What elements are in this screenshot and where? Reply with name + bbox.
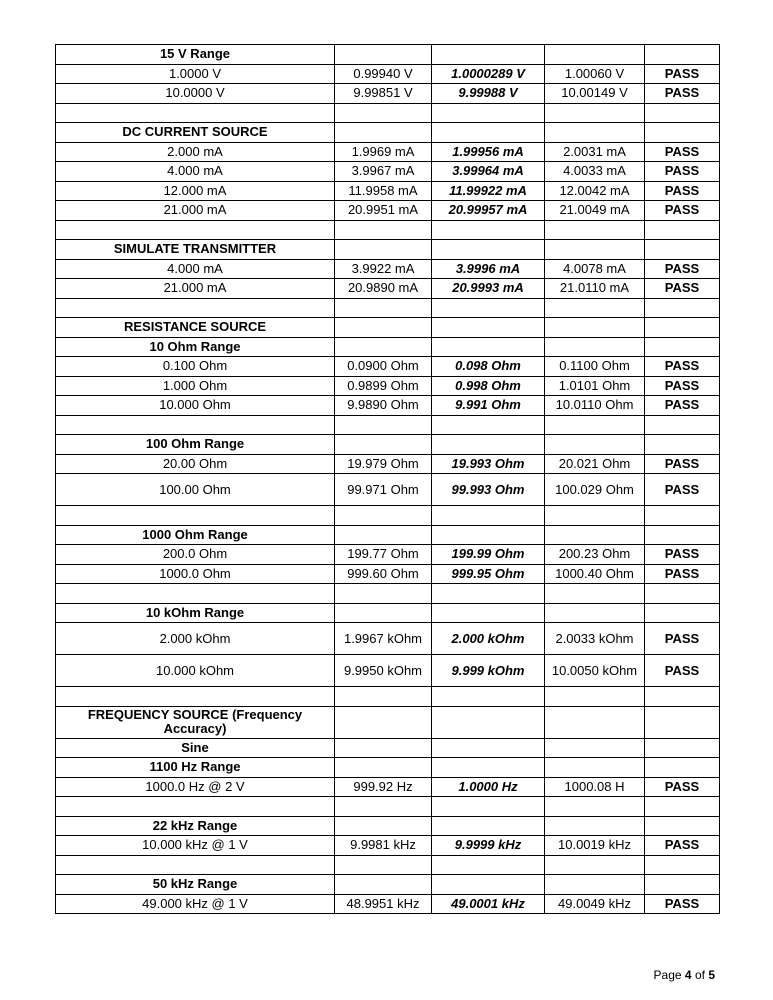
empty-cell bbox=[432, 435, 545, 455]
empty-cell bbox=[645, 706, 720, 738]
section-header-label: 10 kOhm Range bbox=[56, 603, 335, 623]
empty-cell bbox=[645, 875, 720, 895]
empty-cell bbox=[335, 797, 432, 817]
nominal-cell: 1000.0 Hz @ 2 V bbox=[56, 777, 335, 797]
blank-spacer-row bbox=[56, 220, 720, 240]
low-limit-cell: 1.9969 mA bbox=[335, 142, 432, 162]
empty-cell bbox=[545, 337, 645, 357]
empty-cell bbox=[432, 855, 545, 875]
blank-spacer-row bbox=[56, 415, 720, 435]
high-limit-cell: 1.0101 Ohm bbox=[545, 376, 645, 396]
nominal-cell: 4.000 mA bbox=[56, 162, 335, 182]
low-limit-cell: 9.9950 kOhm bbox=[335, 655, 432, 687]
low-limit-cell: 20.9951 mA bbox=[335, 201, 432, 221]
empty-cell bbox=[335, 337, 432, 357]
empty-cell bbox=[432, 584, 545, 604]
status-cell: PASS bbox=[645, 279, 720, 299]
high-limit-cell: 200.23 Ohm bbox=[545, 545, 645, 565]
empty-cell bbox=[545, 103, 645, 123]
high-limit-cell: 4.0078 mA bbox=[545, 259, 645, 279]
status-cell: PASS bbox=[645, 259, 720, 279]
empty-cell bbox=[545, 240, 645, 260]
as-left-cell: 3.99964 mA bbox=[432, 162, 545, 182]
of-word: of bbox=[694, 968, 705, 982]
page-total: 5 bbox=[708, 968, 715, 982]
empty-cell bbox=[432, 220, 545, 240]
status-cell: PASS bbox=[645, 894, 720, 914]
page-number: 4 bbox=[684, 968, 692, 982]
status-cell: PASS bbox=[645, 357, 720, 377]
status-cell: PASS bbox=[645, 396, 720, 416]
empty-cell bbox=[335, 318, 432, 338]
empty-cell bbox=[335, 45, 432, 65]
low-limit-cell: 0.9899 Ohm bbox=[335, 376, 432, 396]
status-cell: PASS bbox=[645, 545, 720, 565]
empty-cell bbox=[545, 123, 645, 143]
status-cell: PASS bbox=[645, 623, 720, 655]
empty-cell bbox=[335, 816, 432, 836]
high-limit-cell: 2.0031 mA bbox=[545, 142, 645, 162]
high-limit-cell: 20.021 Ohm bbox=[545, 454, 645, 474]
section-header-label: 100 Ohm Range bbox=[56, 435, 335, 455]
empty-cell bbox=[545, 875, 645, 895]
empty-cell bbox=[432, 298, 545, 318]
high-limit-cell: 4.0033 mA bbox=[545, 162, 645, 182]
nominal-cell: 4.000 mA bbox=[56, 259, 335, 279]
section-header-row bbox=[56, 758, 720, 778]
empty-cell bbox=[432, 337, 545, 357]
empty-cell bbox=[545, 706, 645, 738]
as-left-cell: 0.998 Ohm bbox=[432, 376, 545, 396]
measurement-row bbox=[56, 623, 720, 655]
high-limit-cell: 21.0049 mA bbox=[545, 201, 645, 221]
section-header-row bbox=[56, 603, 720, 623]
empty-cell bbox=[645, 738, 720, 758]
empty-cell bbox=[432, 687, 545, 707]
section-header-row bbox=[56, 738, 720, 758]
as-left-cell: 99.993 Ohm bbox=[432, 474, 545, 506]
section-header-row bbox=[56, 525, 720, 545]
empty-cell bbox=[545, 738, 645, 758]
empty-cell bbox=[432, 875, 545, 895]
section-header-row bbox=[56, 816, 720, 836]
empty-cell bbox=[545, 758, 645, 778]
as-left-cell: 999.95 Ohm bbox=[432, 564, 545, 584]
measurement-row bbox=[56, 454, 720, 474]
as-left-cell: 20.9993 mA bbox=[432, 279, 545, 299]
empty-cell bbox=[56, 797, 335, 817]
blank-spacer-row bbox=[56, 687, 720, 707]
empty-cell bbox=[645, 45, 720, 65]
measurement-row bbox=[56, 376, 720, 396]
empty-cell bbox=[645, 584, 720, 604]
nominal-cell: 1000.0 Ohm bbox=[56, 564, 335, 584]
empty-cell bbox=[432, 318, 545, 338]
high-limit-cell: 2.0033 kOhm bbox=[545, 623, 645, 655]
blank-spacer-row bbox=[56, 584, 720, 604]
nominal-cell: 0.100 Ohm bbox=[56, 357, 335, 377]
empty-cell bbox=[335, 298, 432, 318]
nominal-cell: 2.000 kOhm bbox=[56, 623, 335, 655]
empty-cell bbox=[432, 103, 545, 123]
low-limit-cell: 9.9981 kHz bbox=[335, 836, 432, 856]
empty-cell bbox=[335, 875, 432, 895]
empty-cell bbox=[432, 415, 545, 435]
section-header-row bbox=[56, 318, 720, 338]
empty-cell bbox=[56, 103, 335, 123]
empty-cell bbox=[56, 584, 335, 604]
low-limit-cell: 9.99851 V bbox=[335, 84, 432, 104]
measurement-row bbox=[56, 545, 720, 565]
nominal-cell: 100.00 Ohm bbox=[56, 474, 335, 506]
high-limit-cell: 10.00149 V bbox=[545, 84, 645, 104]
nominal-cell: 10.000 Ohm bbox=[56, 396, 335, 416]
calibration-table-body bbox=[56, 45, 720, 914]
high-limit-cell: 1.00060 V bbox=[545, 64, 645, 84]
empty-cell bbox=[645, 816, 720, 836]
measurement-row bbox=[56, 474, 720, 506]
empty-cell bbox=[432, 240, 545, 260]
as-left-cell: 2.000 kOhm bbox=[432, 623, 545, 655]
empty-cell bbox=[645, 687, 720, 707]
section-header-label: SIMULATE TRANSMITTER bbox=[56, 240, 335, 260]
empty-cell bbox=[432, 506, 545, 526]
empty-cell bbox=[545, 816, 645, 836]
status-cell: PASS bbox=[645, 142, 720, 162]
blank-spacer-row bbox=[56, 103, 720, 123]
measurement-row bbox=[56, 162, 720, 182]
as-left-cell: 3.9996 mA bbox=[432, 259, 545, 279]
empty-cell bbox=[645, 435, 720, 455]
empty-cell bbox=[645, 525, 720, 545]
empty-cell bbox=[645, 318, 720, 338]
empty-cell bbox=[645, 855, 720, 875]
section-header-row bbox=[56, 240, 720, 260]
as-left-cell: 20.99957 mA bbox=[432, 201, 545, 221]
nominal-cell: 10.0000 V bbox=[56, 84, 335, 104]
empty-cell bbox=[432, 45, 545, 65]
section-header-label: 15 V Range bbox=[56, 45, 335, 65]
status-cell: PASS bbox=[645, 201, 720, 221]
empty-cell bbox=[645, 103, 720, 123]
high-limit-cell: 12.0042 mA bbox=[545, 181, 645, 201]
nominal-cell: 1.000 Ohm bbox=[56, 376, 335, 396]
measurement-row bbox=[56, 84, 720, 104]
empty-cell bbox=[545, 435, 645, 455]
as-left-cell: 1.0000 Hz bbox=[432, 777, 545, 797]
low-limit-cell: 0.0900 Ohm bbox=[335, 357, 432, 377]
high-limit-cell: 21.0110 mA bbox=[545, 279, 645, 299]
high-limit-cell: 49.0049 kHz bbox=[545, 894, 645, 914]
high-limit-cell: 10.0050 kOhm bbox=[545, 655, 645, 687]
section-header-label: 1000 Ohm Range bbox=[56, 525, 335, 545]
as-left-cell: 0.098 Ohm bbox=[432, 357, 545, 377]
empty-cell bbox=[335, 240, 432, 260]
empty-cell bbox=[645, 415, 720, 435]
empty-cell bbox=[545, 584, 645, 604]
high-limit-cell: 10.0019 kHz bbox=[545, 836, 645, 856]
high-limit-cell: 1000.40 Ohm bbox=[545, 564, 645, 584]
low-limit-cell: 19.979 Ohm bbox=[335, 454, 432, 474]
empty-cell bbox=[645, 506, 720, 526]
nominal-cell: 10.000 kOhm bbox=[56, 655, 335, 687]
blank-spacer-row bbox=[56, 797, 720, 817]
empty-cell bbox=[545, 797, 645, 817]
section-header-label: FREQUENCY SOURCE (Frequency Accuracy) bbox=[56, 706, 335, 738]
empty-cell bbox=[545, 603, 645, 623]
empty-cell bbox=[645, 123, 720, 143]
empty-cell bbox=[432, 816, 545, 836]
blank-spacer-row bbox=[56, 298, 720, 318]
empty-cell bbox=[545, 687, 645, 707]
low-limit-cell: 199.77 Ohm bbox=[335, 545, 432, 565]
empty-cell bbox=[335, 855, 432, 875]
section-header-row bbox=[56, 337, 720, 357]
empty-cell bbox=[56, 506, 335, 526]
section-header-row bbox=[56, 123, 720, 143]
measurement-row bbox=[56, 655, 720, 687]
nominal-cell: 2.000 mA bbox=[56, 142, 335, 162]
low-limit-cell: 20.9890 mA bbox=[335, 279, 432, 299]
section-header-label: DC CURRENT SOURCE bbox=[56, 123, 335, 143]
empty-cell bbox=[545, 318, 645, 338]
as-left-cell: 19.993 Ohm bbox=[432, 454, 545, 474]
empty-cell bbox=[335, 435, 432, 455]
low-limit-cell: 3.9922 mA bbox=[335, 259, 432, 279]
empty-cell bbox=[545, 525, 645, 545]
measurement-row bbox=[56, 181, 720, 201]
as-left-cell: 9.991 Ohm bbox=[432, 396, 545, 416]
page-footer bbox=[654, 968, 715, 982]
empty-cell bbox=[335, 687, 432, 707]
empty-cell bbox=[645, 240, 720, 260]
section-header-label: 10 Ohm Range bbox=[56, 337, 335, 357]
empty-cell bbox=[56, 855, 335, 875]
low-limit-cell: 11.9958 mA bbox=[335, 181, 432, 201]
empty-cell bbox=[545, 415, 645, 435]
low-limit-cell: 999.60 Ohm bbox=[335, 564, 432, 584]
section-header-label: RESISTANCE SOURCE bbox=[56, 318, 335, 338]
empty-cell bbox=[545, 855, 645, 875]
empty-cell bbox=[56, 220, 335, 240]
calibration-results-table bbox=[55, 44, 720, 914]
measurement-row bbox=[56, 259, 720, 279]
section-header-label: 50 kHz Range bbox=[56, 875, 335, 895]
empty-cell bbox=[432, 797, 545, 817]
high-limit-cell: 1000.08 H bbox=[545, 777, 645, 797]
section-header-label: 1100 Hz Range bbox=[56, 758, 335, 778]
empty-cell bbox=[56, 687, 335, 707]
nominal-cell: 21.000 mA bbox=[56, 201, 335, 221]
empty-cell bbox=[335, 103, 432, 123]
measurement-row bbox=[56, 142, 720, 162]
status-cell: PASS bbox=[645, 655, 720, 687]
nominal-cell: 10.000 kHz @ 1 V bbox=[56, 836, 335, 856]
status-cell: PASS bbox=[645, 777, 720, 797]
empty-cell bbox=[432, 525, 545, 545]
empty-cell bbox=[545, 298, 645, 318]
low-limit-cell: 48.9951 kHz bbox=[335, 894, 432, 914]
low-limit-cell: 0.99940 V bbox=[335, 64, 432, 84]
section-header-row bbox=[56, 435, 720, 455]
status-cell: PASS bbox=[645, 474, 720, 506]
nominal-cell: 12.000 mA bbox=[56, 181, 335, 201]
status-cell: PASS bbox=[645, 564, 720, 584]
measurement-row bbox=[56, 777, 720, 797]
empty-cell bbox=[335, 415, 432, 435]
as-left-cell: 9.9999 kHz bbox=[432, 836, 545, 856]
empty-cell bbox=[432, 758, 545, 778]
empty-cell bbox=[335, 123, 432, 143]
section-header-label: 22 kHz Range bbox=[56, 816, 335, 836]
empty-cell bbox=[545, 45, 645, 65]
measurement-row bbox=[56, 894, 720, 914]
measurement-row bbox=[56, 64, 720, 84]
as-left-cell: 1.99956 mA bbox=[432, 142, 545, 162]
empty-cell bbox=[335, 525, 432, 545]
section-header-row bbox=[56, 706, 720, 738]
empty-cell bbox=[545, 506, 645, 526]
as-left-cell: 1.0000289 V bbox=[432, 64, 545, 84]
empty-cell bbox=[335, 706, 432, 738]
nominal-cell: 200.0 Ohm bbox=[56, 545, 335, 565]
empty-cell bbox=[432, 706, 545, 738]
empty-cell bbox=[335, 584, 432, 604]
blank-spacer-row bbox=[56, 855, 720, 875]
high-limit-cell: 100.029 Ohm bbox=[545, 474, 645, 506]
measurement-row bbox=[56, 396, 720, 416]
as-left-cell: 9.999 kOhm bbox=[432, 655, 545, 687]
section-header-label: Sine bbox=[56, 738, 335, 758]
empty-cell bbox=[56, 415, 335, 435]
empty-cell bbox=[335, 506, 432, 526]
measurement-row bbox=[56, 564, 720, 584]
page-word: Page bbox=[653, 968, 682, 982]
empty-cell bbox=[645, 337, 720, 357]
low-limit-cell: 999.92 Hz bbox=[335, 777, 432, 797]
status-cell: PASS bbox=[645, 84, 720, 104]
measurement-row bbox=[56, 201, 720, 221]
as-left-cell: 9.99988 V bbox=[432, 84, 545, 104]
empty-cell bbox=[645, 220, 720, 240]
section-header-row bbox=[56, 45, 720, 65]
as-left-cell: 11.99922 mA bbox=[432, 181, 545, 201]
status-cell: PASS bbox=[645, 376, 720, 396]
empty-cell bbox=[432, 603, 545, 623]
measurement-row bbox=[56, 279, 720, 299]
high-limit-cell: 0.1100 Ohm bbox=[545, 357, 645, 377]
nominal-cell: 20.00 Ohm bbox=[56, 454, 335, 474]
empty-cell bbox=[335, 758, 432, 778]
nominal-cell: 21.000 mA bbox=[56, 279, 335, 299]
status-cell: PASS bbox=[645, 64, 720, 84]
nominal-cell: 1.0000 V bbox=[56, 64, 335, 84]
status-cell: PASS bbox=[645, 836, 720, 856]
status-cell: PASS bbox=[645, 162, 720, 182]
as-left-cell: 199.99 Ohm bbox=[432, 545, 545, 565]
low-limit-cell: 99.971 Ohm bbox=[335, 474, 432, 506]
empty-cell bbox=[335, 738, 432, 758]
low-limit-cell: 9.9890 Ohm bbox=[335, 396, 432, 416]
status-cell: PASS bbox=[645, 181, 720, 201]
empty-cell bbox=[335, 220, 432, 240]
nominal-cell: 49.000 kHz @ 1 V bbox=[56, 894, 335, 914]
as-left-cell: 49.0001 kHz bbox=[432, 894, 545, 914]
low-limit-cell: 1.9967 kOhm bbox=[335, 623, 432, 655]
high-limit-cell: 10.0110 Ohm bbox=[545, 396, 645, 416]
empty-cell bbox=[432, 738, 545, 758]
empty-cell bbox=[545, 220, 645, 240]
empty-cell bbox=[645, 603, 720, 623]
section-header-row bbox=[56, 875, 720, 895]
measurement-row bbox=[56, 357, 720, 377]
empty-cell bbox=[645, 298, 720, 318]
empty-cell bbox=[335, 603, 432, 623]
empty-cell bbox=[432, 123, 545, 143]
blank-spacer-row bbox=[56, 506, 720, 526]
status-cell: PASS bbox=[645, 454, 720, 474]
low-limit-cell: 3.9967 mA bbox=[335, 162, 432, 182]
measurement-row bbox=[56, 836, 720, 856]
empty-cell bbox=[56, 298, 335, 318]
empty-cell bbox=[645, 758, 720, 778]
empty-cell bbox=[645, 797, 720, 817]
